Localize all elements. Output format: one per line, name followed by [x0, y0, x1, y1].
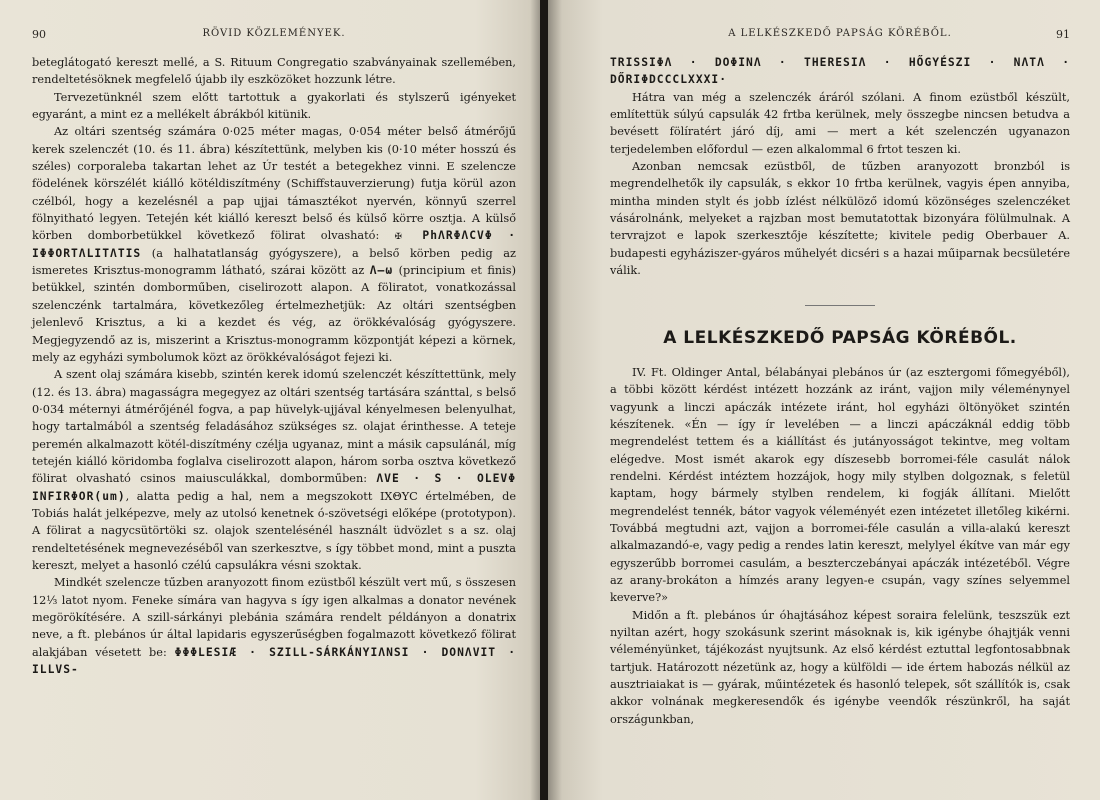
paragraph-text: (a halhatatlanság gyógyszere), a belső körben pedig az ismeretes Krisztus-monogramm látható, szárai között az — [32, 246, 516, 278]
paragraph: Azonban nemcsak ezüstből, de tűzben aranyozott bronzból is megrendelhetők ily capsulák, s ekkor 10 frtba kerülnek, vagyis épen annyiba, mintha minden stylt és jobb ízlést nélkülöző idomú közönséges szelenczéket vásárolnánk, melyeket a rajzban most bemutatottak bizonyára fölülmulnak. A tervrajzot e lapok szerkesztője készítette; kivitele pedig Oberbauer A. budapesti egyháziszer-gyáros műhelyét dicséri s a hazai műiparnak becsületére válik. — [610, 160, 1070, 278]
gutter-shadow — [530, 0, 540, 800]
section-divider — [805, 305, 875, 306]
left-page — [0, 0, 540, 800]
running-head-right — [610, 28, 1070, 46]
paragraph-text: (principium et finis) betükkel, szintén domborműben, ciselirozott alapon. A föliratot, vonatkozással szelenczénk tartalmára, következőleg értelmezhetjük: Az oltári szentségben jelenlevő Krisztus, a ki a kezdet és vég, az örökkévalóság gyógyszere. Megjegyzendő az is, miszerint a Krisztus-monogramm központját képezi a körnek, mely az egyházi symbolumok közt az örökkévalóságot fejezi ki. — [32, 264, 517, 364]
right-page — [548, 0, 1100, 800]
paragraph-text: , alatta pedig a hal, nem a megszokott ΙΧΘΥC értelmében, de Tobiás halát jelképezve, mely az utolsó kenetnek ó-szövetségi előképe (prototypon). A fölirat a nagycsütörtöki sz. olajok szentelésénél használt üdvözlet s a sz. olaj rendeltetésének megnevezéséből van szerkesztve, s így többet mond, mint a puszta kereszt, melyet a hasonló czélú capsulákra vésni szoktak. — [32, 489, 516, 572]
paragraph: Hátra van még a szelenczék áráról szólani. A finom ezüstből készült, említettük súlyú capsulák 42 frtba kerülnek, mely összegbe nincsen betudva a bevésett fölíratért járó díj, ami — mert a két szelenczén ugyanazon terjedelemben előfordul — ezen alkalommal 6 frtot teszen ki. — [610, 90, 1070, 156]
running-head-title-left: RÖVID KÖZLEMÉNYEK. — [202, 28, 346, 39]
gutter-shadow — [548, 0, 562, 800]
inscription-oleum: ΛVE · S · OLEVΦ IΝFIRΦOR(um) — [32, 472, 517, 503]
running-head-left — [32, 28, 516, 46]
section-heading: A LELKÉSZKEDŐ PAPSÁG KÖRÉBŐL. — [663, 328, 1017, 349]
paragraph: beteglátogató kereszt mellé, a S. Rituum Congregatio szabványainak szellemében, rendeltetésöknek megfelelő újabb ily eszközöket hozzunk létre. — [32, 56, 516, 87]
paragraph: Midőn a ft. plebános úr óhajtásához képest soraira felelünk, teszszük ezt nyiltan azért, hogy szokásunk szerint másoknak is, kik igénybe óhajtják venni véleményünket, tájékozást nyujtsunk. Az első kérdést eztuttal legfontosabbnak tartjuk. Határozott nézetünk az, hogy a külföldi — ide értem habozás nélkül az ausztriaiakat is — gyárak, műintézetek és hasonló telepek, sőt szállítók is, csak akkor volnának megkeresendők és igénybe veendők részünkről, ha saját országunkban, — [610, 608, 1070, 726]
inscription-dedication: ΦΦΦLESΙÆ · SZILL-SÁRKÁNYIΛNSI · DONΛVIT · ILLVS- — [32, 645, 516, 677]
paragraph — [32, 574, 516, 678]
paragraph — [32, 366, 516, 574]
page-number-right: 91 — [1056, 28, 1070, 41]
paragraph-text: Mindkét szelencze tűzben aranyozott finom ezüstből készült vert mű, s összesen 12⅓ latot nyom. Feneke símára van hagyva s így igen alkalmas a donator nevének megörökítésére. A szill-sárkányi plebánia számára rendelt példányon a donatrix neve, a ft. plebános úr által lapidaris egyszerűségben fogalmazott következő fölirat alakjában vésetett be: — [32, 576, 516, 659]
inscription-continued: TRISSIΦΛ · DOΦIΝΛ · THERESIΛ · HŐGYÉSZI · ΝΛTΛ · DŐRIΦDCCCLXXXI· — [610, 56, 1070, 87]
paragraph — [32, 123, 516, 366]
paragraph-text: A szent olaj számára kisebb, szintén kerek idomú szelenczét készíttettünk, mely (12. és 13. ábra) magasságra megegyez az oltári szentség tartására szánttal, s belső 0·034 méternyi átmérőjénél fogva, a pap hüvelyk-ujjával kényelmesen belenyulhat, hogy tartalmából a szentség feladásához szükséges sz. olajat érinthesse. A teteje peremén alkalmazott kötél-diszítmény czélja ugyanaz, mint a másik capsulánál, míg tetején kiálló köridomba foglalva ciselirozott alapon, három sorba osztva következő fölirat olvasható csinos maiusculákkal, domborműben: — [32, 368, 516, 486]
inscription-immortalitatis: · IΦΦORTΛLITΛTIS — [32, 229, 516, 260]
page-number-left: 90 — [32, 28, 46, 41]
paragraph: IV. Ft. Oldinger Antal, bélabányai plebános úr (az esztergomi főmegyéből), a többi között kérdést intézett hozzánk az iránt, vajjon mily véleménynyel vagyunk a linczi apáczák intézete iránt, hol egyházi öltönyöket szintén készítenek. «Én — így ír levelében — a linczi apáczáknál eddig több megrendelést tettem és a kiállítást és jutányosságot tekintve, meg voltam elégedve. Most ismét akarok egy díszesebb borromei-féle casulát nálok rendelni. Kérdést intéztem hozzájok, hogy mily stylben dolgoznak, s feletül kaptam, hogy bármely stylben rendelem, ki fogják állítani. Mielőtt megrendelést tennék, bátor vagyok véleményét ezen intézetet illetőleg kikérni. Továbbá megtudni azt, vajjon a borromei-féle casulán a villa-alakú kereszt alkalmazandó-e, vagy pedig a rendes latin kereszt, melylyel ékítve van már egy egyszerűbb borromei casulám, a beszterczebányai apáczák intézetéből. Végre az arany-brokáton a hímzés arany legyen-e csupán, vagy színes selyemmel keverve?» — [610, 365, 1070, 605]
right-body-text — [610, 54, 1070, 728]
paragraph-text: Az oltári szentség számára 0·025 méter magas, 0·054 méter belső átmérőjű kerek szelenczét (10. és 11. ábra) készítettünk, melyben kis (0·10 méter hosszú és széles) corporaleba takartan lehet az Úr testét a betegekhez vinni. E szelencze födelének körszélét kiálló kötéldiszítmény (Schiffstauverzierung) futja körül azon czélból, hogy a kezelésnél a pap ujjai támasztékot nyervén, könnyű szerrel fölnyitható legyen. Tetején két kiálló kereszt belső és külső körre osztja. A külső körben domborbetükkel következő fölirat olvasható: — [32, 125, 516, 243]
paragraph: Tervezetünknél szem előtt tartottuk a gyakorlati és stylszerű igényeket egyaránt, a mint ez a mellékelt ábrákból kitünik. — [32, 90, 516, 122]
left-body-text — [32, 54, 516, 678]
running-head-title-right: A LELKÉSZKEDŐ PAPSÁG KÖRÉBŐL. — [728, 28, 952, 39]
inscription-alpha-omega: Λ—ω — [369, 264, 394, 278]
inscription-pharmacum: ✠ PhΛRΦΛCVΦ — [394, 229, 493, 243]
